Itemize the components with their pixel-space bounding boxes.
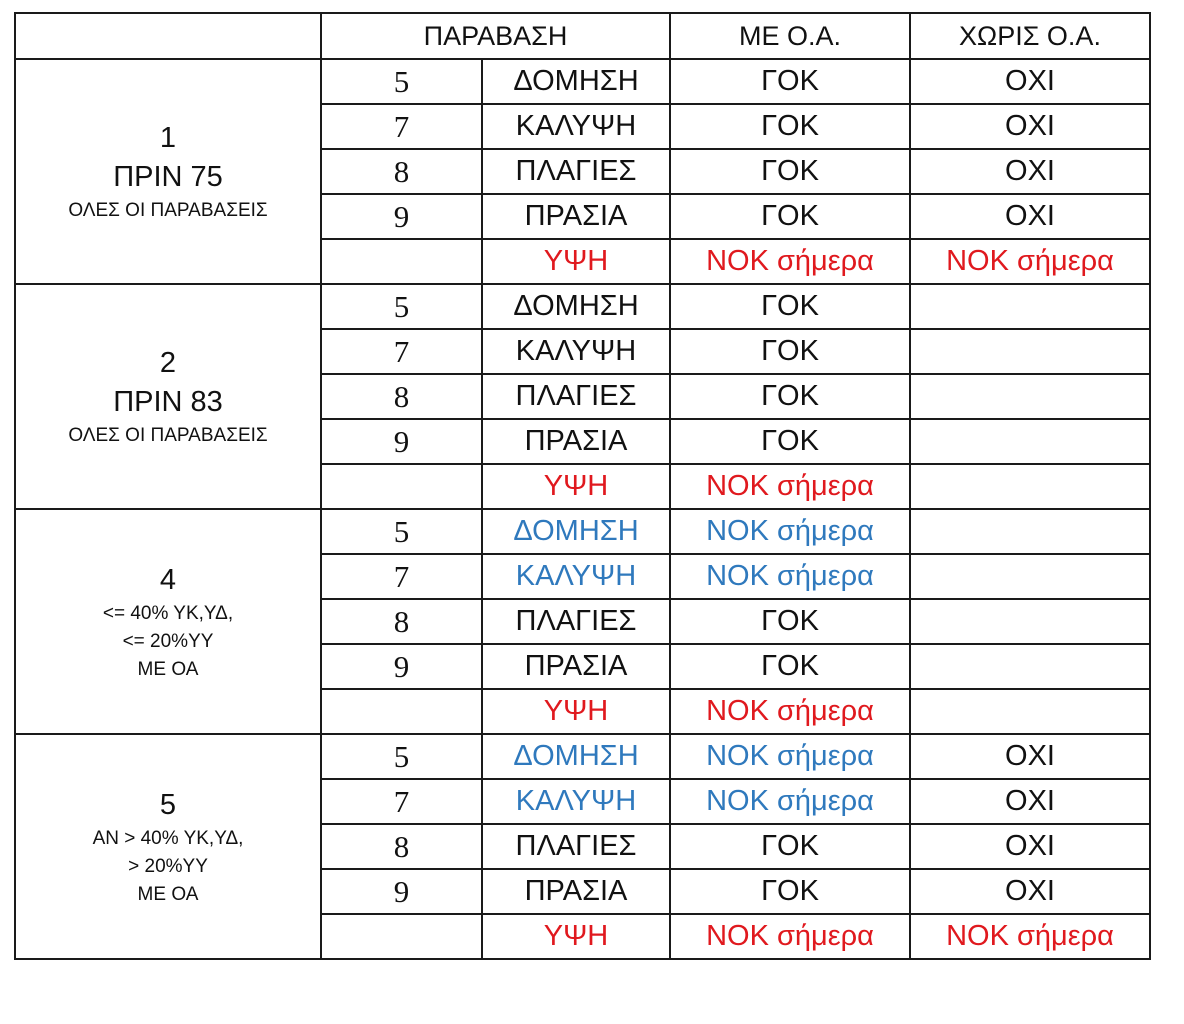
group-subtitle-line: ΜΕ ΟΑ <box>137 658 199 680</box>
article-number-cell <box>321 239 482 284</box>
group-number: 5 <box>159 788 177 821</box>
without-oa-cell <box>910 464 1150 509</box>
group-label-cell <box>15 734 321 959</box>
table-row <box>15 734 1150 779</box>
article-number-cell <box>321 464 482 509</box>
with-oa-cell: ΓΟΚ <box>670 419 910 464</box>
table-row <box>15 509 1150 554</box>
header-without-oa: ΧΩΡΙΣ Ο.Α. <box>910 13 1150 59</box>
with-oa-cell: ΓΟΚ <box>670 59 910 104</box>
violation-category-cell: ΚΑΛΥΨΗ <box>482 329 670 374</box>
with-oa-cell: ΓΟΚ <box>670 104 910 149</box>
group-number: 1 <box>159 122 177 155</box>
group-title: ΠΡΙΝ 83 <box>113 385 223 418</box>
with-oa-cell: ΓΟΚ <box>670 329 910 374</box>
article-number-cell: 9 <box>321 869 482 914</box>
group-subtitle-line: <= 20%ΥΥ <box>122 630 214 652</box>
with-oa-cell: ΝΟΚ σήμερα <box>670 554 910 599</box>
with-oa-cell: ΝΟΚ σήμερα <box>670 914 910 959</box>
without-oa-cell: ΟΧΙ <box>910 149 1150 194</box>
article-number-cell: 7 <box>321 779 482 824</box>
with-oa-cell: ΓΟΚ <box>670 869 910 914</box>
with-oa-cell: ΓΟΚ <box>670 194 910 239</box>
violation-category-cell: ΥΨΗ <box>482 914 670 959</box>
violation-category-cell: ΔΟΜΗΣΗ <box>482 509 670 554</box>
header-with-oa: ΜΕ Ο.Α. <box>670 13 910 59</box>
article-number-cell: 5 <box>321 734 482 779</box>
without-oa-cell <box>910 329 1150 374</box>
article-number-cell: 7 <box>321 554 482 599</box>
group-subtitle-line: <= 40% ΥΚ,ΥΔ, <box>102 603 234 624</box>
without-oa-cell <box>910 554 1150 599</box>
violation-category-cell: ΠΡΑΣΙΑ <box>482 419 670 464</box>
table-row <box>15 284 1150 329</box>
article-number-cell: 9 <box>321 194 482 239</box>
without-oa-cell: ΟΧΙ <box>910 824 1150 869</box>
violation-category-cell: ΥΨΗ <box>482 239 670 284</box>
violation-category-cell: ΠΡΑΣΙΑ <box>482 644 670 689</box>
with-oa-cell: ΝΟΚ σήμερα <box>670 779 910 824</box>
without-oa-cell: ΝΟΚ σήμερα <box>910 914 1150 959</box>
group-subtitle-line: > 20%ΥΥ <box>128 855 208 877</box>
without-oa-cell: ΟΧΙ <box>910 734 1150 779</box>
without-oa-cell <box>910 599 1150 644</box>
violation-category-cell: ΠΡΑΣΙΑ <box>482 869 670 914</box>
without-oa-cell: ΟΧΙ <box>910 59 1150 104</box>
group-number: 2 <box>159 347 177 380</box>
violation-category-cell: ΠΛΑΓΙΕΣ <box>482 149 670 194</box>
without-oa-cell: ΝΟΚ σήμερα <box>910 239 1150 284</box>
group-label-cell <box>15 509 321 734</box>
article-number-cell: 5 <box>321 509 482 554</box>
violation-category-cell: ΔΟΜΗΣΗ <box>482 734 670 779</box>
without-oa-cell <box>910 509 1150 554</box>
with-oa-cell: ΓΟΚ <box>670 149 910 194</box>
without-oa-cell: ΟΧΙ <box>910 869 1150 914</box>
violation-category-cell: ΔΟΜΗΣΗ <box>482 284 670 329</box>
with-oa-cell: ΓΟΚ <box>670 374 910 419</box>
group-subtitle-line: ΜΕ ΟΑ <box>137 883 199 905</box>
group-subtitle-line: ΟΛΕΣ ΟΙ ΠΑΡΑΒΑΣΕΙΣ <box>68 424 268 446</box>
violation-category-cell: ΠΛΑΓΙΕΣ <box>482 374 670 419</box>
article-number-cell: 8 <box>321 149 482 194</box>
article-number-cell: 7 <box>321 104 482 149</box>
article-number-cell <box>321 914 482 959</box>
article-number-cell: 9 <box>321 644 482 689</box>
with-oa-cell: ΝΟΚ σήμερα <box>670 464 910 509</box>
without-oa-cell <box>910 419 1150 464</box>
without-oa-cell <box>910 284 1150 329</box>
violation-category-cell: ΠΛΑΓΙΕΣ <box>482 824 670 869</box>
group-label-cell <box>15 284 321 509</box>
violation-category-cell: ΚΑΛΥΨΗ <box>482 554 670 599</box>
with-oa-cell: ΝΟΚ σήμερα <box>670 689 910 734</box>
without-oa-cell <box>910 374 1150 419</box>
group-number: 4 <box>159 563 177 596</box>
article-number-cell: 8 <box>321 599 482 644</box>
article-number-cell <box>321 689 482 734</box>
with-oa-cell: ΓΟΚ <box>670 599 910 644</box>
with-oa-cell: ΓΟΚ <box>670 284 910 329</box>
with-oa-cell: ΝΟΚ σήμερα <box>670 239 910 284</box>
with-oa-cell: ΓΟΚ <box>670 644 910 689</box>
without-oa-cell: ΟΧΙ <box>910 194 1150 239</box>
group-subtitle-line: ΑΝ > 40% ΥΚ,ΥΔ, <box>92 828 244 849</box>
article-number-cell: 8 <box>321 374 482 419</box>
violation-category-cell: ΔΟΜΗΣΗ <box>482 59 670 104</box>
without-oa-cell: ΟΧΙ <box>910 104 1150 149</box>
rules-table <box>14 12 1151 960</box>
header-violation: ΠΑΡΑΒΑΣΗ <box>321 13 670 59</box>
group-subtitle-line: ΟΛΕΣ ΟΙ ΠΑΡΑΒΑΣΕΙΣ <box>68 199 268 221</box>
violation-category-cell: ΥΨΗ <box>482 464 670 509</box>
violation-category-cell: ΚΑΛΥΨΗ <box>482 779 670 824</box>
article-number-cell: 5 <box>321 59 482 104</box>
header-empty-cell <box>15 13 321 59</box>
article-number-cell: 7 <box>321 329 482 374</box>
group-label-cell <box>15 59 321 284</box>
violation-category-cell: ΥΨΗ <box>482 689 670 734</box>
without-oa-cell <box>910 644 1150 689</box>
violation-category-cell: ΚΑΛΥΨΗ <box>482 104 670 149</box>
article-number-cell: 5 <box>321 284 482 329</box>
without-oa-cell: ΟΧΙ <box>910 779 1150 824</box>
without-oa-cell <box>910 689 1150 734</box>
article-number-cell: 9 <box>321 419 482 464</box>
violation-category-cell: ΠΛΑΓΙΕΣ <box>482 599 670 644</box>
header-row <box>15 13 1150 59</box>
article-number-cell: 8 <box>321 824 482 869</box>
with-oa-cell: ΓΟΚ <box>670 824 910 869</box>
table-row <box>15 59 1150 104</box>
with-oa-cell: ΝΟΚ σήμερα <box>670 734 910 779</box>
with-oa-cell: ΝΟΚ σήμερα <box>670 509 910 554</box>
group-title: ΠΡΙΝ 75 <box>113 160 223 193</box>
violation-category-cell: ΠΡΑΣΙΑ <box>482 194 670 239</box>
